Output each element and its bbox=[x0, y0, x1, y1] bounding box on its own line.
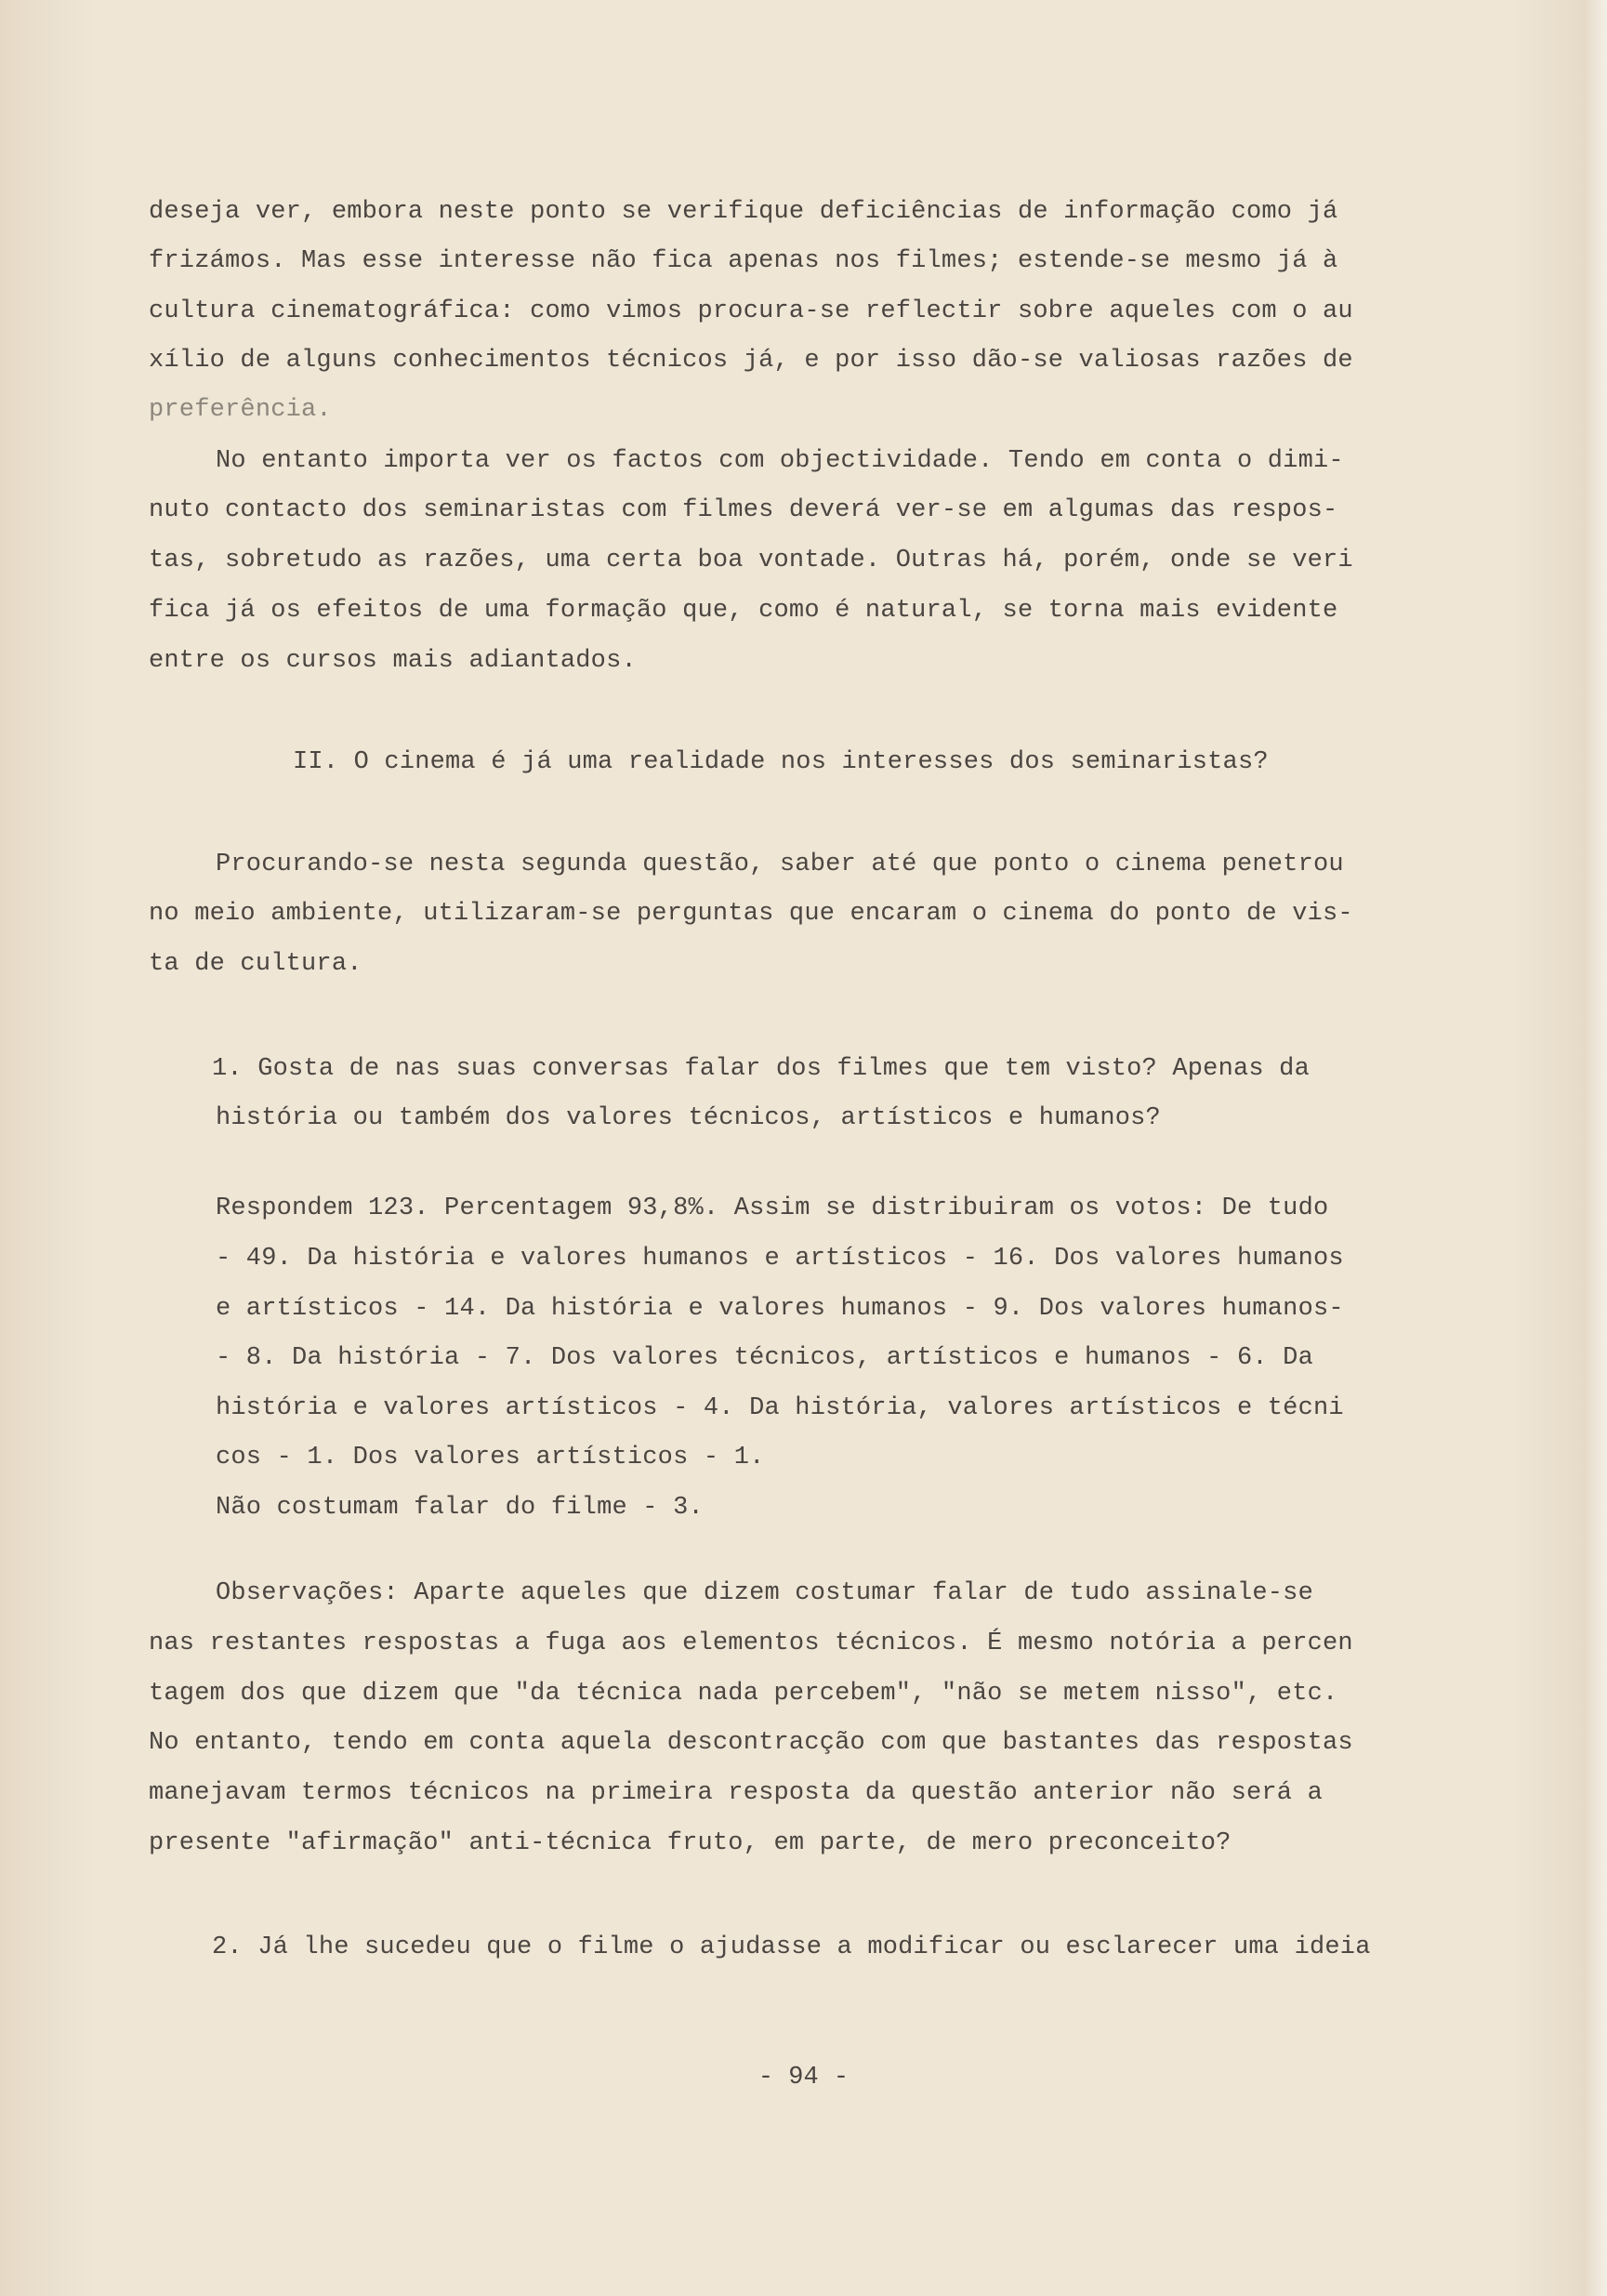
page-number: - 94 - bbox=[757, 2064, 850, 2091]
text-line: Procurando-se nesta segunda questão, saber até que ponto o cinema penetrou bbox=[216, 851, 1344, 878]
text-line: ta de cultura. bbox=[149, 950, 362, 978]
text-line: deseja ver, embora neste ponto se verifique deficiências de informação como já bbox=[149, 198, 1338, 226]
text-line: manejavam termos técnicos na primeira resposta da questão anterior não será a bbox=[149, 1779, 1324, 1807]
text-line: nas restantes respostas a fuga aos elementos técnicos. É mesmo notória a percen bbox=[149, 1630, 1353, 1657]
text-line: xílio de alguns conhecimentos técnicos já, e por isso dão-se valiosas razões de bbox=[149, 347, 1353, 375]
text-line: presente "afirmação" anti-técnica fruto, em parte, de mero preconceito? bbox=[149, 1829, 1232, 1857]
text-line: cultura cinematográfica: como vimos procura-se reflectir sobre aqueles com o au bbox=[149, 297, 1353, 325]
text-line: história ou também dos valores técnicos, artísticos e humanos? bbox=[216, 1104, 1161, 1132]
text-line: fica já os efeitos de uma formação que, como é natural, se torna mais evidente bbox=[149, 597, 1338, 625]
text-line: tas, sobretudo as razões, uma certa boa vontade. Outras há, porém, onde se veri bbox=[149, 547, 1353, 574]
text-line: frizámos. Mas esse interesse não fica apenas nos filmes; estende-se mesmo já à bbox=[149, 247, 1338, 275]
text-line: Respondem 123. Percentagem 93,8%. Assim se distribuiram os votos: De tudo bbox=[216, 1194, 1329, 1222]
text-line: preferência. bbox=[149, 396, 332, 424]
text-line: - 8. Da história - 7. Dos valores técnicos, artísticos e humanos - 6. Da bbox=[216, 1344, 1313, 1372]
text-line: história e valores artísticos - 4. Da história, valores artísticos e técni bbox=[216, 1394, 1344, 1422]
text-line: No entanto importa ver os factos com objectividade. Tendo em conta o dimi- bbox=[216, 447, 1344, 475]
text-line: - 49. Da história e valores humanos e artísticos - 16. Dos valores humanos bbox=[216, 1245, 1344, 1273]
text-line: tagem dos que dizem que "da técnica nada percebem", "não se metem nisso", etc. bbox=[149, 1680, 1338, 1708]
text-line: entre os cursos mais adiantados. bbox=[149, 647, 637, 675]
text-line: cos - 1. Dos valores artísticos - 1. bbox=[216, 1444, 765, 1471]
text-line: no meio ambiente, utilizaram-se perguntas que encaram o cinema do ponto de vis- bbox=[149, 900, 1353, 928]
text-line: Observações: Aparte aqueles que dizem costumar falar de tudo assinale-se bbox=[216, 1579, 1313, 1607]
question-2: 2. Já lhe sucedeu que o filme o ajudasse a modificar ou esclarecer uma ideia bbox=[212, 1933, 1371, 1961]
text-line: Não costumam falar do filme - 3. bbox=[216, 1494, 704, 1522]
text-line: No entanto, tendo em conta aquela descontracção com que bastantes das respostas bbox=[149, 1729, 1353, 1757]
text-line: nuto contacto dos seminaristas com filmes deverá ver-se em algumas das respos- bbox=[149, 496, 1338, 524]
section-heading: II. O cinema é já uma realidade nos interesses dos seminaristas? bbox=[293, 748, 1269, 776]
text-line: e artísticos - 14. Da história e valores humanos - 9. Dos valores humanos- bbox=[216, 1295, 1344, 1323]
page-edge bbox=[1587, 0, 1607, 2296]
text-line: 1. Gosta de nas suas conversas falar dos filmes que tem visto? Apenas da bbox=[212, 1055, 1310, 1083]
